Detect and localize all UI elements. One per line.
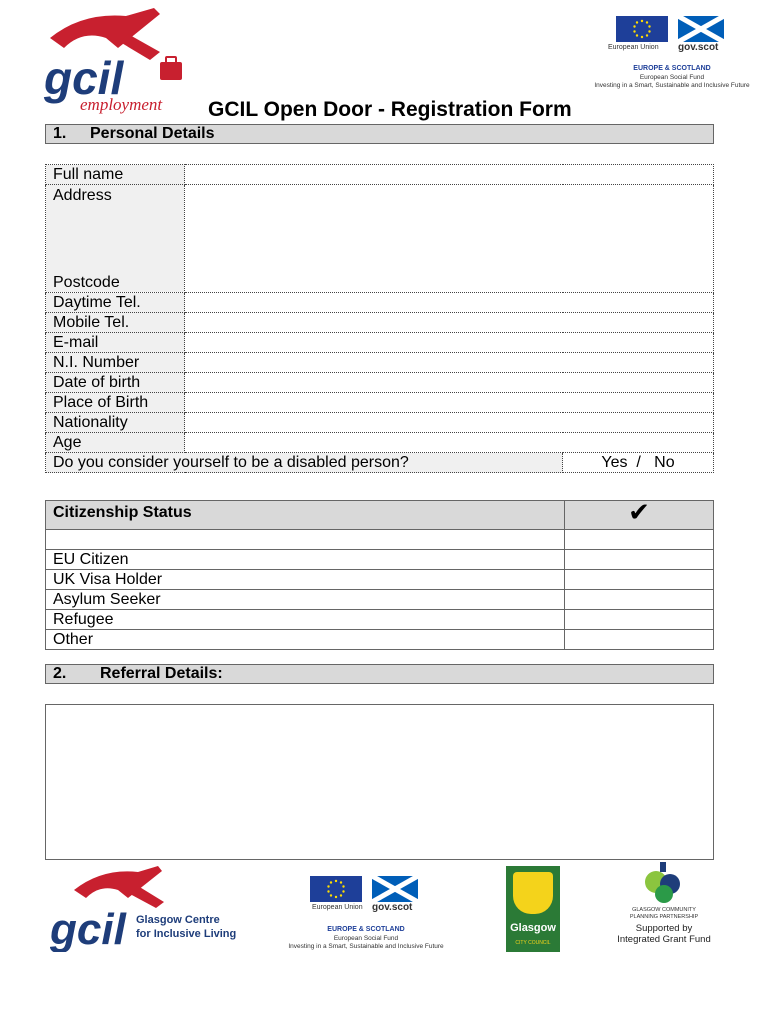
- checkmark-header-cell: [565, 497, 714, 530]
- citizenship-option-label: Refugee: [46, 610, 565, 630]
- table-row: [46, 393, 714, 413]
- referral-details-field[interactable]: [45, 704, 714, 860]
- address-label-cell: [46, 185, 185, 293]
- table-row: [46, 570, 714, 590]
- disabled-question: Do you consider yourself to be a disabled person?: [46, 453, 563, 473]
- mobile-tel-field[interactable]: [185, 313, 714, 333]
- citizenship-option-label: Asylum Seeker: [46, 590, 565, 610]
- eu-flag-icon: [310, 876, 362, 902]
- ni-number-label: N.I. Number: [46, 353, 185, 373]
- gcpp-caption-2: PLANNING PARTNERSHIP: [629, 914, 699, 920]
- eu-scotland-title: EUROPE & SCOTLAND: [327, 926, 405, 933]
- gcil-name-line1: Glasgow Centre: [136, 914, 220, 926]
- svg-text:employment: employment: [80, 95, 163, 114]
- svg-text:gcil: gcil: [50, 905, 126, 952]
- gcpp-mark-icon: [616, 862, 712, 906]
- table-row: [46, 610, 714, 630]
- eu-social-fund: European Social Fund: [639, 74, 705, 81]
- gcil-employment-logo: [42, 8, 194, 116]
- address-label: Address: [53, 187, 112, 204]
- full-name-field[interactable]: [185, 165, 714, 185]
- other-checkbox[interactable]: [565, 630, 714, 650]
- table-row: [46, 353, 714, 373]
- table-row: [46, 333, 714, 353]
- eu-caption: European Union: [312, 904, 363, 911]
- table-row: [46, 590, 714, 610]
- citizenship-table: [45, 497, 714, 650]
- table-row: [46, 165, 714, 185]
- refugee-checkbox[interactable]: [565, 610, 714, 630]
- table-row: [46, 293, 714, 313]
- nationality-field[interactable]: [185, 413, 714, 433]
- crest-icon: [513, 872, 553, 914]
- personal-details-table: [45, 164, 714, 473]
- asylum-seeker-checkbox[interactable]: [565, 590, 714, 610]
- address-field[interactable]: [185, 185, 714, 293]
- table-header-row: [46, 501, 714, 530]
- eu-scotland-title: EUROPE & SCOTLAND: [633, 65, 711, 72]
- citizenship-option-label: EU Citizen: [46, 550, 565, 570]
- blank-cell: [565, 530, 714, 550]
- eu-scotland-logo: [588, 14, 756, 94]
- section-personal-details-header: [45, 124, 714, 144]
- section-title: Personal Details: [90, 125, 215, 142]
- section-number: 1.: [53, 125, 67, 142]
- table-row: [46, 630, 714, 650]
- gcpp-logo: [616, 862, 712, 958]
- gcil-name-line2: for Inclusive Living: [136, 928, 237, 940]
- gcpp-caption-1: GLASGOW COMMUNITY: [632, 907, 696, 913]
- disabled-yes-no-choice[interactable]: Yes / No: [563, 453, 714, 473]
- citizenship-title: Citizenship Status: [46, 501, 565, 530]
- table-row: [46, 313, 714, 333]
- table-row: [46, 433, 714, 453]
- svg-text:gcil: gcil: [44, 52, 124, 104]
- age-label: Age: [46, 433, 185, 453]
- dob-field[interactable]: [185, 373, 714, 393]
- email-field[interactable]: [185, 333, 714, 353]
- checkmark-icon: ✔: [628, 497, 650, 527]
- page-title: GCIL Open Door - Registration Form: [208, 98, 572, 121]
- daytime-tel-label: Daytime Tel.: [46, 293, 185, 313]
- table-row: [46, 373, 714, 393]
- section-referral-details-header: [45, 664, 714, 684]
- eu-social-fund: European Social Fund: [333, 935, 399, 942]
- mobile-tel-label: Mobile Tel.: [46, 313, 185, 333]
- gcpp-support-text: Supported by Integrated Grant Fund: [617, 923, 711, 945]
- email-label: E-mail: [46, 333, 185, 353]
- place-of-birth-label: Place of Birth: [46, 393, 185, 413]
- eu-caption: European Union: [608, 44, 659, 51]
- table-row: [46, 185, 714, 293]
- table-row: [46, 550, 714, 570]
- place-of-birth-field[interactable]: [185, 393, 714, 413]
- eu-flag-icon: [616, 16, 668, 42]
- saltire-icon: [372, 876, 418, 902]
- uk-visa-holder-checkbox[interactable]: [565, 570, 714, 590]
- section-number: 2.: [53, 665, 67, 682]
- blank-cell: [46, 530, 565, 550]
- table-row: [46, 413, 714, 433]
- govscot-text: gov.scot: [372, 902, 413, 913]
- eu-tagline: Investing in a Smart, Sustainable and Inclusive Future: [594, 82, 750, 89]
- full-name-label: Full name: [46, 165, 185, 185]
- eu-tagline: Investing in a Smart, Sustainable and Inclusive Future: [288, 943, 444, 950]
- citizenship-option-label: Other: [46, 630, 565, 650]
- table-row: [46, 453, 714, 473]
- eu-citizen-checkbox[interactable]: [565, 550, 714, 570]
- postcode-label: Postcode: [53, 274, 120, 291]
- saltire-icon: [678, 16, 724, 42]
- age-field[interactable]: [185, 433, 714, 453]
- nationality-label: Nationality: [46, 413, 185, 433]
- glasgow-city-council-logo: [506, 866, 560, 952]
- section-title: Referral Details:: [100, 665, 223, 682]
- daytime-tel-field[interactable]: [185, 293, 714, 313]
- dob-label: Date of birth: [46, 373, 185, 393]
- glasgow-sub: CITY COUNCIL: [515, 940, 551, 946]
- eu-scotland-footer-logo: [282, 874, 454, 954]
- citizenship-option-label: UK Visa Holder: [46, 570, 565, 590]
- govscot-text: gov.scot: [678, 42, 719, 53]
- glasgow-name: Glasgow: [510, 922, 556, 934]
- ni-number-field[interactable]: [185, 353, 714, 373]
- table-row: [46, 530, 714, 550]
